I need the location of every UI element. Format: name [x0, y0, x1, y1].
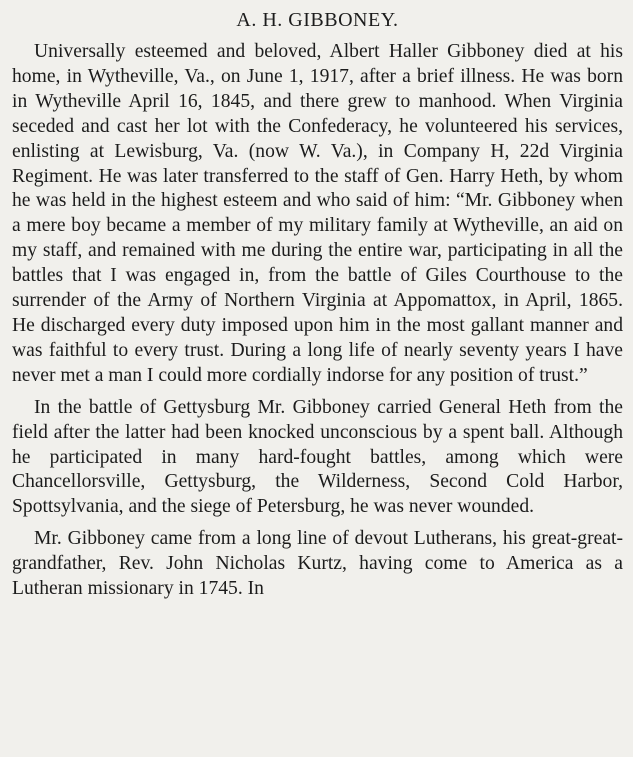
- paragraph-2: In the battle of Gettysburg Mr. Gibboney carried General Heth from the field after the latter had been knocked unconscious by a spent ball. Although he participated in many hard-fought battles, among which were Chancellorsville, Gettysburg, the Wilderness, Second Cold Harbor, Spottsylvania, and the siege of Petersburg, he was never wounded.: [12, 396, 623, 518]
- paragraph-1: Universally esteemed and beloved, Albert Haller Gibboney died at his home, in Wytheville, Va., on June 1, 1917, after a brief illness. He was born in Wytheville April 16, 1845, and there grew to manhood. When Virginia seceded and cast her lot with the Confederacy, he volunteered his services, enlisting at Lewisburg, Va. (now W. Va.), in Company H, 22d Virginia Regiment. He was later transferred to the staff of Gen. Harry Heth, by whom he was held in the highest esteem and who said of him: “Mr. Gibboney when a mere boy became a member of my military family at Wytheville, an aid on my staff, and remained with me during the entire war, participating in all the battles that I was engaged in, from the battle of Giles Courthouse to the surrender of the Army of Northern Virginia at Appomattox, in April, 1865. He discharged every duty imposed upon him in the most gallant manner and was faithful to every trust. During a long life of nearly seventy years I have never met a man I could more cordially indorse for any position of trust.”: [12, 41, 623, 386]
- paragraph-3: Mr. Gibboney came from a long line of devout Lutherans, his great-great-grandfather, Rev. John Nicholas Kurtz, having come to America as a Lutheran missionary in 1745. In: [12, 528, 623, 600]
- article-title: A. H. GIBBONEY.: [236, 9, 399, 31]
